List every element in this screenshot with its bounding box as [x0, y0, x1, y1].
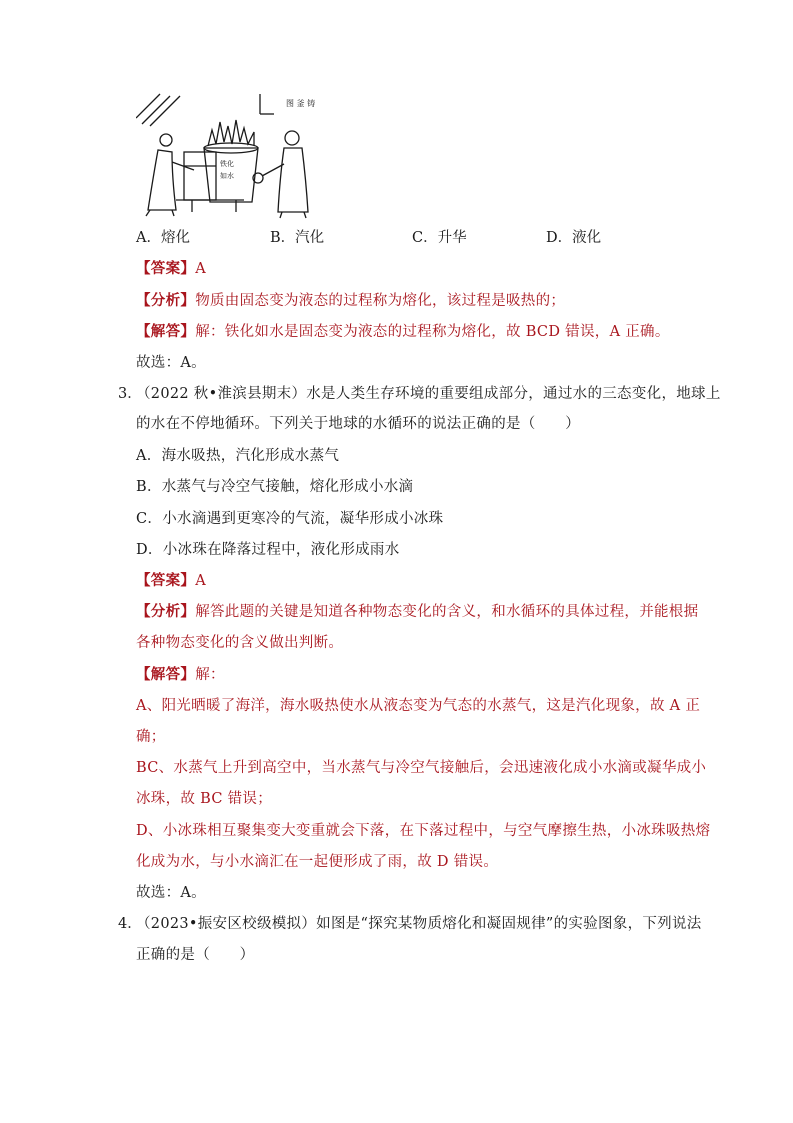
q3-option-b[interactable]: B．水蒸气与冷空气接触，熔化形成小水滴: [136, 479, 414, 495]
solution-intro: 解：: [195, 667, 225, 683]
analysis-tag: 【分析】: [136, 292, 196, 309]
q2-analysis: [136, 291, 681, 311]
q2-option-a[interactable]: A．熔化: [136, 230, 190, 246]
q3-conclusion: 故选：A。: [136, 885, 206, 901]
q3-solution: [136, 665, 681, 685]
q3-analysis-line2: 各种物态变化的含义做出判断。: [136, 635, 344, 651]
answer-value: A: [195, 261, 206, 277]
q3-solution-line: BC、水蒸气上升到高空中，当水蒸气与冷空气接触后，会迅速液化成小水滴或凝华成小: [136, 760, 707, 776]
q2-option-d[interactable]: D．液化: [546, 230, 602, 246]
q3-stem-line1: （2022 秋•淮滨县期末）水是人类生存环境的重要组成部分，通过水的三态变化，地球上: [136, 386, 721, 402]
vessel-inscription: 铁化: [220, 160, 234, 168]
q3-stem-line2: 的水在不停地循环。下列关于地球的水循环的说法正确的是（ ）: [136, 416, 580, 432]
q3-solution-line: 化成为水，与小水滴汇在一起便形成了雨，故 D 错误。: [136, 854, 499, 870]
analysis-text: 解答此题的关键是知道各种物态变化的含义，和水循环的具体过程，并能根据: [195, 604, 699, 620]
q2-option-c[interactable]: C．升华: [412, 230, 467, 246]
q3-option-c[interactable]: C．小水滴遇到更寒冷的气流，凝华形成小冰珠: [136, 511, 444, 527]
q3-analysis-line1: [136, 602, 699, 622]
answer-tag: 【答案】: [136, 260, 196, 277]
q3-option-d[interactable]: D．小冰珠在降落过程中，液化形成雨水: [136, 542, 400, 558]
solution-tag: 【解答】: [136, 323, 196, 340]
q2-answer: [136, 259, 681, 279]
answer-value: A: [195, 573, 206, 589]
vessel-inscription-2: 如水: [220, 172, 234, 180]
q4-stem-line1: （2023•振安区校级模拟）如图是“探究某物质熔化和凝固规律”的实验图象，下列说法: [136, 916, 702, 932]
q4-number: 4．: [118, 916, 142, 932]
q3-number: 3．: [118, 386, 142, 402]
casting-illustration: [136, 92, 326, 220]
q3-answer: [136, 571, 681, 591]
q3-solution-line: 确；: [136, 729, 166, 745]
solution-tag: 【解答】: [136, 666, 196, 683]
q4-stem-line2: 正确的是（ ）: [136, 947, 255, 963]
q2-conclusion: 故选：A。: [136, 355, 206, 371]
illustration-caption: 图 釜 铸: [286, 99, 316, 108]
analysis-text: 物质由固态变为液态的过程称为熔化，该过程是吸热的；: [195, 293, 566, 309]
answer-tag: 【答案】: [136, 572, 196, 589]
q3-solution-line: 冰珠，故 BC 错误；: [136, 791, 273, 807]
q3-solution-line: D、小冰珠相互聚集变大变重就会下落，在下落过程中，与空气摩擦生热，小冰珠吸热熔: [136, 823, 711, 839]
q3-solution-line: A、阳光晒暖了海洋，海水吸热使水从液态变为气态的水蒸气，这是汽化现象，故 A 正: [136, 698, 701, 714]
solution-text: 解：铁化如水是固态变为液态的过程称为熔化，故 BCD 错误，A 正确。: [195, 324, 670, 340]
q2-option-b[interactable]: B．汽化: [270, 230, 325, 246]
analysis-tag: 【分析】: [136, 603, 196, 620]
q2-solution: [136, 322, 681, 342]
q3-option-a[interactable]: A．海水吸热，汽化形成水蒸气: [136, 448, 340, 464]
